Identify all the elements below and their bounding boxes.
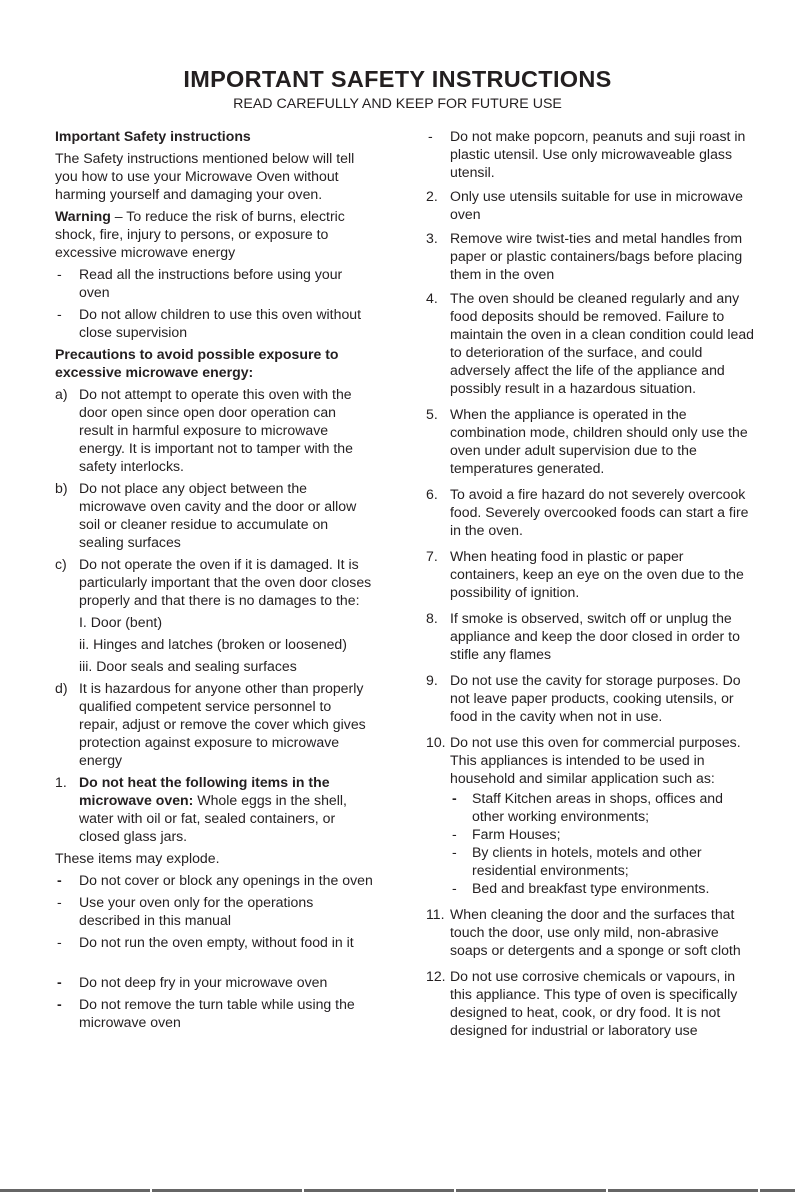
list-item bbox=[426, 289, 756, 397]
dash-marker: - bbox=[57, 974, 62, 990]
list-item bbox=[55, 933, 373, 951]
item-marker: 1. bbox=[55, 774, 67, 790]
dash-marker: - bbox=[57, 306, 62, 322]
item-text: When cleaning the door and the surfaces that touch the door, use only mild, non-abrasive soaps or detergents and a sponge or soft cloth bbox=[450, 906, 741, 958]
list-item bbox=[55, 973, 373, 991]
warning-paragraph bbox=[55, 207, 373, 261]
warning-text: – To reduce the risk of burns, electric shock, fire, injury to persons, or exposure to excessive microwave energy bbox=[55, 208, 345, 260]
list-item bbox=[55, 479, 373, 551]
item-text: Whole eggs in the shell, water with oil or fat, sealed containers, or closed glass jars. bbox=[79, 792, 347, 844]
list-item bbox=[426, 229, 756, 283]
item-marker: a) bbox=[55, 386, 68, 402]
item-text: Do not allow children to use this oven without close supervision bbox=[79, 306, 362, 340]
list-item bbox=[55, 871, 373, 889]
item-text: Do not operate the oven if it is damaged. It is particularly important that the oven door closes properly and that there is no damages to the: bbox=[79, 556, 372, 608]
list-item bbox=[55, 555, 373, 675]
item-text: Remove wire twist-ties and metal handles from paper or plastic containers/bags before placing them in the oven bbox=[450, 230, 743, 282]
item-marker: 9. bbox=[426, 672, 438, 688]
left-column bbox=[55, 127, 373, 1035]
dash-marker: - bbox=[57, 266, 62, 282]
dash-marker: - bbox=[452, 826, 457, 842]
explode-note: These items may explode. bbox=[55, 850, 220, 866]
item-text: Read all the instructions before using your oven bbox=[79, 266, 343, 300]
list-item bbox=[55, 893, 373, 929]
list-item bbox=[426, 967, 756, 1039]
item-text: Do not attempt to operate this oven with the door open since open door operation can result in harmful exposure to microwave energy. It is important not to tamper with the safety interlocks. bbox=[79, 386, 353, 474]
list-item bbox=[426, 609, 756, 663]
item-marker: 2. bbox=[426, 188, 438, 204]
item-text: Do not cover or block any openings in the oven bbox=[79, 872, 373, 888]
section-heading: Important Safety instructions bbox=[55, 128, 251, 144]
item-marker: 11. bbox=[426, 906, 445, 922]
list-item bbox=[426, 187, 756, 223]
item-marker: 3. bbox=[426, 230, 438, 246]
item-text: Do not use corrosive chemicals or vapours, in this appliance. This type of oven is specifically designed to heat, cook, or dry food. It is not designed for industrial or laboratory use bbox=[450, 968, 738, 1038]
list-item bbox=[426, 671, 756, 725]
list-item bbox=[426, 905, 756, 959]
item-text: When heating food in plastic or paper containers, keep an eye on the oven due to the possibility of ignition. bbox=[450, 548, 744, 600]
item-text: Use your oven only for the operations described in this manual bbox=[79, 894, 314, 928]
dash-marker: - bbox=[57, 996, 62, 1012]
item-marker: c) bbox=[55, 556, 67, 572]
item-marker: 10. bbox=[426, 734, 446, 750]
item-text: If smoke is observed, switch off or unplug the appliance and keep the door closed in order to stifle any flames bbox=[450, 610, 740, 662]
item-marker: 7. bbox=[426, 548, 438, 564]
bullet-text: Bed and breakfast type environments. bbox=[472, 880, 710, 896]
dash-marker: - bbox=[57, 872, 62, 888]
list-item bbox=[426, 485, 756, 539]
dash-marker: - bbox=[452, 880, 457, 896]
item-text: Do not use the cavity for storage purposes. Do not leave paper products, cooking utensils, or food in the cavity when not in use. bbox=[450, 672, 741, 724]
section-heading: Precautions to avoid possible exposure to excessive microwave energy: bbox=[55, 346, 339, 380]
item-text: Do not place any object between the microwave oven cavity and the door or allow soil or cleaner residue to accumulate on sealing surfaces bbox=[79, 480, 357, 550]
bullet-item bbox=[426, 879, 756, 897]
bullet-text: Staff Kitchen areas in shops, offices and other working environments; bbox=[472, 790, 723, 824]
warning-label: Warning bbox=[55, 208, 111, 224]
bullet-text: Farm Houses; bbox=[472, 826, 561, 842]
dash-marker: - bbox=[428, 128, 433, 144]
item-text: Do not use this oven for commercial purposes. This appliances is intended to be used in household and similar application such as: bbox=[450, 734, 741, 786]
item-bold-text: Do not heat the following items in the microwave oven: bbox=[79, 774, 330, 808]
item-text: To avoid a fire hazard do not severely overcook food. Severely overcooked foods can start a fire in the oven. bbox=[450, 486, 749, 538]
sub-item: I. Door (bent) bbox=[79, 614, 163, 630]
sub-item: iii. Door seals and sealing surfaces bbox=[79, 658, 297, 674]
item-marker: b) bbox=[55, 480, 68, 496]
list-item bbox=[426, 733, 756, 787]
page-subtitle: READ CAREFULLY AND KEEP FOR FUTURE USE bbox=[233, 96, 562, 112]
list-item bbox=[55, 265, 373, 301]
dash-marker: - bbox=[57, 934, 62, 950]
dash-marker: - bbox=[452, 790, 457, 806]
list-item bbox=[55, 773, 373, 845]
item-text: The oven should be cleaned regularly and any food deposits should be removed. Failure to maintain the oven in a clean condition could lead to deterioration of the surface, and could adversely affect the life of the appliance and possibly result in a hazardous situation. bbox=[450, 290, 755, 396]
spacer bbox=[55, 955, 373, 973]
bullet-item bbox=[426, 789, 756, 825]
list-item bbox=[55, 679, 373, 769]
list-item bbox=[426, 405, 756, 477]
sub-item: ii. Hinges and latches (broken or loosened) bbox=[79, 636, 347, 652]
list-item bbox=[426, 127, 756, 181]
intro-paragraph: The Safety instructions mentioned below will tell you how to use your Microwave Oven without harming yourself and damaging your oven. bbox=[55, 150, 355, 202]
item-text: Do not remove the turn table while using the microwave oven bbox=[79, 996, 355, 1030]
item-marker: 8. bbox=[426, 610, 438, 626]
bullet-item bbox=[426, 843, 756, 879]
item-text: Do not deep fry in your microwave oven bbox=[79, 974, 328, 990]
bullet-text: By clients in hotels, motels and other residential environments; bbox=[472, 844, 702, 878]
item-marker: 6. bbox=[426, 486, 438, 502]
item-text: Do not run the oven empty, without food in it bbox=[79, 934, 354, 950]
item-text: It is hazardous for anyone other than properly qualified competent service personnel to repair, adjust or remove the cover which gives protection against exposure to microwave energy bbox=[79, 680, 366, 768]
dash-marker: - bbox=[452, 844, 457, 860]
right-column bbox=[426, 127, 756, 1043]
list-item bbox=[426, 547, 756, 601]
usage-bullet-list bbox=[426, 789, 756, 897]
item-text: Only use utensils suitable for use in microwave oven bbox=[450, 188, 743, 222]
item-marker: d) bbox=[55, 680, 68, 696]
page-title: IMPORTANT SAFETY INSTRUCTIONS bbox=[183, 66, 612, 92]
item-marker: 4. bbox=[426, 290, 438, 306]
bullet-item bbox=[426, 825, 756, 843]
list-item bbox=[55, 385, 373, 475]
list-item bbox=[55, 995, 373, 1031]
item-text: Do not make popcorn, peanuts and suji roast in plastic utensil. Use only microwaveable glass utensil. bbox=[450, 128, 746, 180]
item-text: When the appliance is operated in the combination mode, children should only use the oven under adult supervision due to the temperatures generated. bbox=[450, 406, 748, 476]
list-item bbox=[55, 305, 373, 341]
item-marker: 5. bbox=[426, 406, 438, 422]
item-marker: 12. bbox=[426, 968, 446, 984]
dash-marker: - bbox=[57, 894, 62, 910]
